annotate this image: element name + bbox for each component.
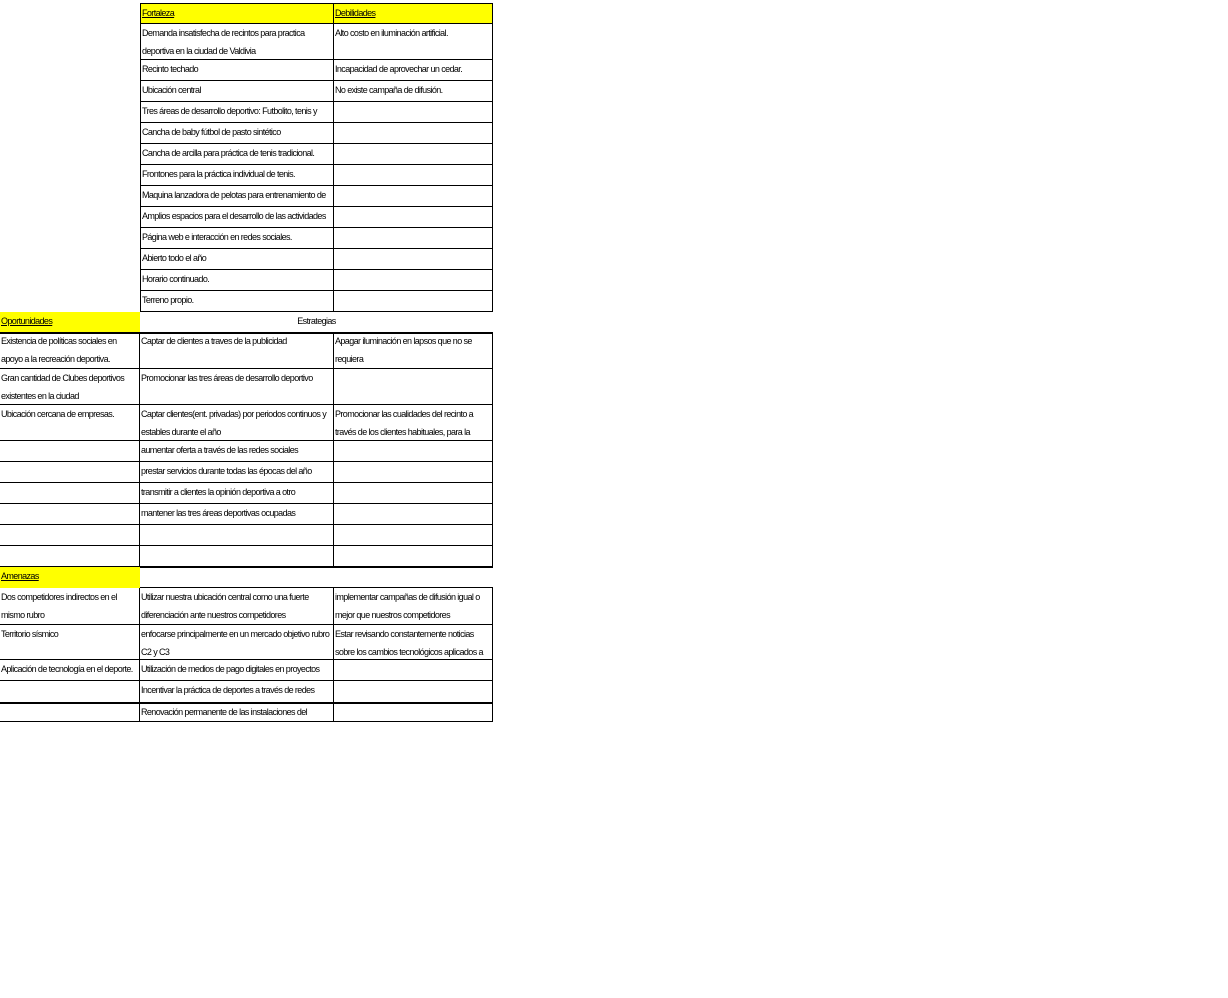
debilidad-cell[interactable]: [334, 249, 493, 270]
estrategia-fa-cell[interactable]: Utilización de medios de pago digitales en proyectos: [140, 660, 334, 681]
debilidad-cell[interactable]: [334, 186, 493, 207]
fortaleza-cell[interactable]: Horario continuado.: [140, 270, 334, 291]
debilidades-header[interactable]: Debilidades: [334, 3, 493, 24]
estrategia-do-cell[interactable]: [334, 462, 493, 483]
amenaza-cell[interactable]: Dos competidores indirectos en el mismo rubro: [0, 588, 140, 625]
amenazas-header[interactable]: Amenazas: [0, 567, 140, 588]
estrategia-do-cell[interactable]: [334, 483, 493, 504]
fortaleza-cell[interactable]: Demanda insatisfecha de recintos para practica deportiva en la ciudad de Valdivia: [140, 24, 334, 60]
estrategia-da-cell[interactable]: implementar campañas de difusión igual o mejor que nuestros competidores: [334, 588, 493, 625]
oportunidad-cell[interactable]: [0, 483, 140, 504]
estrategias-header[interactable]: Estrategias: [297, 316, 336, 326]
amenaza-cell[interactable]: [0, 703, 140, 721]
estrategia-da-cell[interactable]: [334, 703, 493, 721]
estrategia-do-cell[interactable]: Promocionar las cualidades del recinto a través de los clientes habituales, para la: [334, 405, 493, 441]
oportunidad-cell[interactable]: Existencia de políticas sociales en apoyo a la recreación deportiva.: [0, 332, 140, 369]
fortaleza-cell[interactable]: Frontones para la práctica individual de tenis.: [140, 165, 334, 186]
debilidad-cell[interactable]: Alto costo en iluminación artificial.: [334, 24, 493, 60]
fortaleza-cell[interactable]: Maquina lanzadora de pelotas para entrenamiento de: [140, 186, 334, 207]
amenaza-cell[interactable]: [0, 681, 140, 702]
estrategia-do-cell[interactable]: [334, 546, 493, 567]
oportunidad-cell[interactable]: [0, 504, 140, 525]
debilidad-cell[interactable]: No existe campaña de difusión.: [334, 81, 493, 102]
debilidad-cell[interactable]: [334, 165, 493, 186]
debilidad-cell[interactable]: [334, 207, 493, 228]
estrategia-fo-cell[interactable]: Captar de clientes a traves de la publicidad: [140, 332, 334, 369]
estrategia-fa-cell[interactable]: enfocarse principalmente en un mercado objetivo rubro C2 y C3: [140, 625, 334, 660]
estrategia-fo-cell[interactable]: Captar clientes(ent. privadas) por periodos continuos y estables durante el año: [140, 405, 334, 441]
estrategia-fo-cell[interactable]: transmitir a clientes la opinión deportiva a otro: [140, 483, 334, 504]
estrategia-do-cell[interactable]: [334, 504, 493, 525]
fortaleza-cell[interactable]: Cancha de baby fútbol de pasto sintético: [140, 123, 334, 144]
estrategia-fo-cell[interactable]: mantener las tres áreas deportivas ocupadas: [140, 504, 334, 525]
estrategia-do-cell[interactable]: [334, 369, 493, 405]
debilidad-cell[interactable]: [334, 144, 493, 165]
oportunidad-cell[interactable]: [0, 525, 140, 546]
estrategia-fa-cell[interactable]: Utilizar nuestra ubicación central como una fuerte diferenciación ante nuestros competidores: [140, 588, 334, 625]
debilidad-cell[interactable]: [334, 228, 493, 249]
fortaleza-cell[interactable]: Tres áreas de desarrollo deportivo: Futbolito, tenis y: [140, 102, 334, 123]
debilidad-cell[interactable]: [334, 270, 493, 291]
estrategia-fa-cell[interactable]: Incentivar la práctica de deportes a través de redes: [140, 681, 334, 702]
blank-cell: [0, 3, 140, 24]
debilidad-cell[interactable]: [334, 291, 493, 312]
amenaza-cell[interactable]: Aplicación de tecnología en el deporte.: [0, 660, 140, 681]
debilidad-cell[interactable]: [334, 102, 493, 123]
fortaleza-cell[interactable]: Recinto techado: [140, 60, 334, 81]
estrategia-do-cell[interactable]: Apagar iluminación en lapsos que no se requiera: [334, 332, 493, 369]
estrategia-fo-cell[interactable]: [140, 525, 334, 546]
fortaleza-cell[interactable]: Terreno propio.: [140, 291, 334, 312]
fortaleza-cell[interactable]: Página web e interacción en redes sociales.: [140, 228, 334, 249]
debilidad-cell[interactable]: Incapacidad de aprovechar un cedar.: [334, 60, 493, 81]
oportunidad-cell[interactable]: [0, 546, 140, 567]
estrategia-fo-cell[interactable]: Promocionar las tres áreas de desarrollo deportivo: [140, 369, 334, 405]
oportunidad-cell[interactable]: Gran cantidad de Clubes deportivos existentes en la ciudad: [0, 369, 140, 405]
oportunidades-header[interactable]: Oportunidades: [0, 312, 140, 332]
estrategia-fo-cell[interactable]: [140, 546, 334, 567]
amenaza-cell[interactable]: Territorio sísmico: [0, 625, 140, 660]
estrategia-da-cell[interactable]: [334, 660, 493, 681]
estrategia-do-cell[interactable]: [334, 525, 493, 546]
oportunidad-cell[interactable]: Ubicación cercana de empresas.: [0, 405, 140, 441]
estrategia-fo-cell[interactable]: prestar servicios durante todas las épocas del año: [140, 462, 334, 483]
fortaleza-cell[interactable]: Ubicación central: [140, 81, 334, 102]
oportunidad-cell[interactable]: [0, 462, 140, 483]
fortaleza-cell[interactable]: Abierto todo el año: [140, 249, 334, 270]
fortaleza-cell[interactable]: Amplios espacios para el desarrollo de las actividades: [140, 207, 334, 228]
estrategia-da-cell[interactable]: Estar revisando constantemente noticias sobre los cambios tecnológicos aplicados a: [334, 625, 493, 660]
estrategia-fa-cell[interactable]: Renovación permanente de las instalaciones del: [140, 703, 334, 721]
fortalezas-header[interactable]: Fortaleza: [140, 3, 334, 24]
estrategia-do-cell[interactable]: [334, 441, 493, 462]
debilidad-cell[interactable]: [334, 123, 493, 144]
estrategia-da-cell[interactable]: [334, 681, 493, 702]
fortaleza-cell[interactable]: Cancha de arcilla para práctica de tenis tradicional.: [140, 144, 334, 165]
estrategia-fo-cell[interactable]: aumentar oferta a través de las redes sociales: [140, 441, 334, 462]
oportunidad-cell[interactable]: [0, 441, 140, 462]
